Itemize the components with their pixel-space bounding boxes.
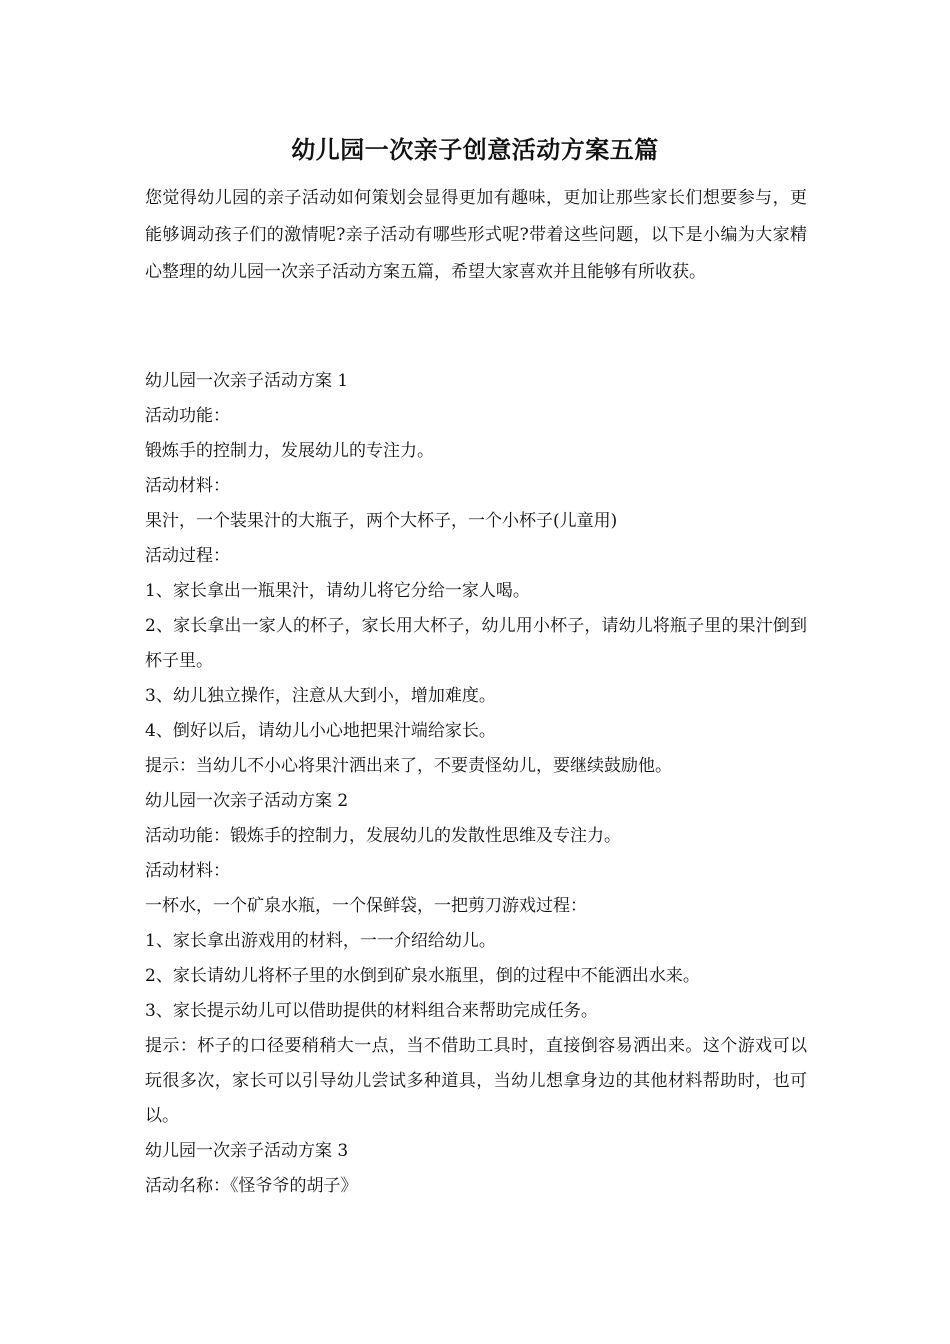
plan1-materials-label: 活动材料： — [145, 476, 230, 496]
plan1-heading: 幼儿园一次亲子活动方案 1 — [145, 371, 349, 391]
plan1-step-3: 3、幼儿独立操作，注意从大到小，增加难度。 — [145, 686, 496, 706]
plan2-step-1: 1、家长拿出游戏用的材料，一一介绍给幼儿。 — [145, 931, 496, 951]
plan1-step-1: 1、家长拿出一瓶果汁，请幼儿将它分给一家人喝。 — [145, 581, 530, 601]
plan2-function-line: 活动功能：锻炼手的控制力，发展幼儿的发散性思维及专注力。 — [145, 826, 621, 846]
plan1-function-label: 活动功能： — [145, 406, 230, 426]
plan1-process-label: 活动过程： — [145, 546, 230, 566]
plan2-step-3: 3、家长提示幼儿可以借助提供的材料组合来帮助完成任务。 — [145, 1001, 598, 1021]
plan1-materials-text: 果汁，一个装果汁的大瓶子，两个大杯子，一个小杯子(儿童用) — [145, 511, 618, 531]
plan2-materials-label: 活动材料： — [145, 861, 230, 881]
plan2-step-2: 2、家长请幼儿将杯子里的水倒到矿泉水瓶里，倒的过程中不能洒出水来。 — [145, 966, 700, 986]
plan1-function-text: 锻炼手的控制力，发展幼儿的专注力。 — [145, 441, 434, 461]
plan1-tip: 提示：当幼儿不小心将果汁洒出来了，不要责怪幼儿，要继续鼓励他。 — [145, 756, 672, 776]
plan1-step-2: 2、家长拿出一家人的杯子，家长用大杯子，幼儿用小杯子，请幼儿将瓶子里的果汁倒到杯子里。 — [145, 616, 807, 671]
plan3-heading: 幼儿园一次亲子活动方案 3 — [145, 1141, 349, 1161]
document-title: 幼儿园一次亲子创意活动方案五篇 — [291, 135, 659, 164]
plan2-heading: 幼儿园一次亲子活动方案 2 — [145, 791, 349, 811]
plan1-step-4: 4、倒好以后，请幼儿小心地把果汁端给家长。 — [145, 721, 496, 741]
plan3-name-line: 活动名称：《怪爷爷的胡子》 — [145, 1176, 358, 1196]
plan2-materials-text: 一杯水，一个矿泉水瓶，一个保鲜袋，一把剪刀游戏过程： — [145, 896, 587, 916]
intro-paragraph: 您觉得幼儿园的亲子活动如何策划会显得更加有趣味，更加让那些家长们想要参与，更能够调动孩子们的激情呢?亲子活动有哪些形式呢?带着这些问题，以下是小编为大家精心整理的幼儿园一次亲子活动方案五篇，希望大家喜欢并且能够有所收获。 — [145, 188, 807, 282]
document-body — [145, 364, 807, 1204]
plan2-tip: 提示：杯子的口径要稍稍大一点，当不借助工具时，直接倒容易洒出来。这个游戏可以玩很多次，家长可以引导幼儿尝试多种道具，当幼儿想拿身边的其他材料帮助时，也可以。 — [145, 1036, 807, 1126]
